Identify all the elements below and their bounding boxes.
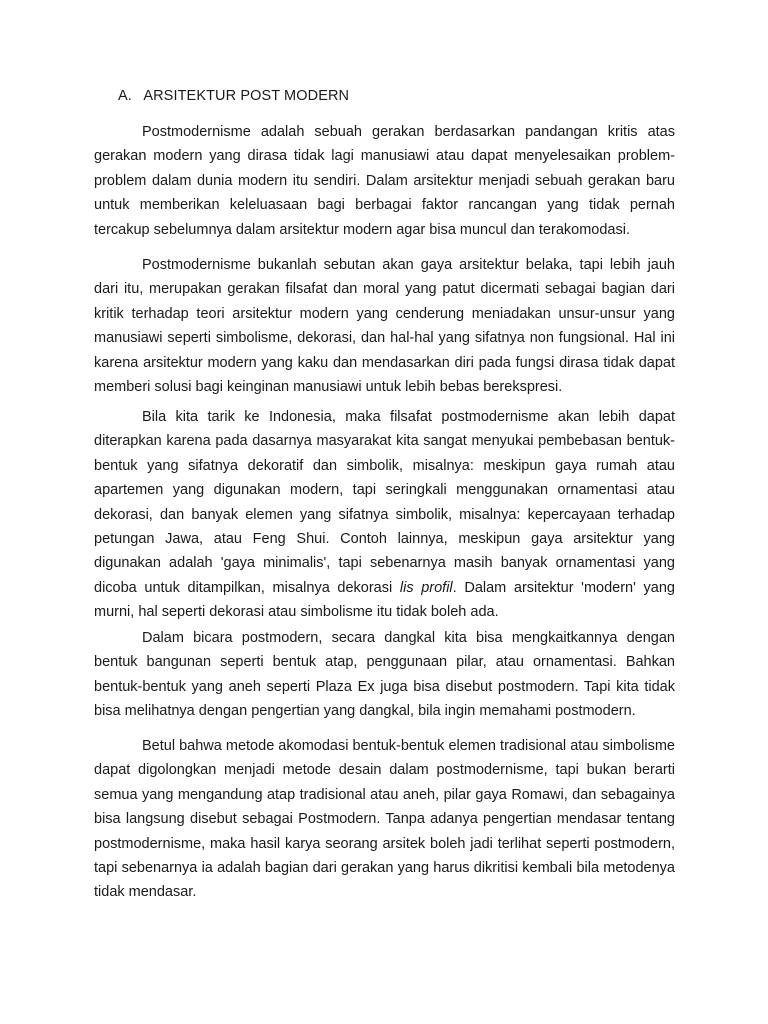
paragraph-1: Postmodernisme adalah sebuah gerakan berdasarkan pandangan kritis atas gerakan modern yang dirasa tidak lagi manusiawi atau dapat menyelesaikan problem-problem dalam dunia modern itu sendiri. Dalam arsitektur menjadi sebuah gerakan baru untuk memberikan keleluasaan bagi berbagai faktor rancangan yang tidak pernah tercakup sebelumnya dalam arsitektur modern agar bisa muncul dan terakomodasi.: [94, 124, 675, 238]
section-number: A.: [118, 88, 132, 104]
paragraph-3-text-start: Bila kita tarik ke Indonesia, maka filsafat postmodernisme akan lebih dapat diterapkan karena pada dasarnya masyarakat kita sangat menyukai pembebasan bentuk-bentuk yang sifatnya dekoratif dan simbolik, misalnya: meskipun gaya rumah atau apartemen yang digunakan modern, tapi seringkali menggunakan ornamentasi atau dekorasi, dan banyak elemen yang sifatnya simbolik, misalnya: kepercayaan terhadap petungan Jawa, atau Feng Shui. Contoh lainnya, meskipun gaya arsitektur yang digunakan adalah 'gaya minimalis', tapi sebenarnya masih banyak ornamentasi yang dicoba untuk ditampilkan, misalnya dekorasi: [94, 409, 675, 596]
paragraph-5: Betul bahwa metode akomodasi bentuk-bentuk elemen tradisional atau simbolisme dapat digolongkan menjadi metode desain dalam postmodernisme, tapi bukan berarti semua yang mengandung atap tradisional atau aneh, pilar gaya Romawi, dan sebagainya bisa langsung disebut sebagai Postmodern. Tanpa adanya pengertian mendasar tentang postmodernisme, maka hasil karya seorang arsitek boleh jadi terlihat seperti postmodern, tapi sebenarnya ia adalah bagian dari gerakan yang harus dikritisi kembali bila metodenya tidak mendasar.: [94, 738, 675, 901]
paragraph-3: [94, 405, 675, 625]
paragraph-2: Postmodernisme bukanlah sebutan akan gaya arsitektur belaka, tapi lebih jauh dari itu, merupakan gerakan filsafat dan moral yang patut dicermati sebagai bagian dari kritik terhadap teori arsitektur modern yang cenderung meniadakan unsur-unsur yang manusiawi seperti simbolisme, dekorasi, dan hal-hal yang sifatnya non fungsional. Hal ini karena arsitektur modern yang kaku dan mendasarkan diri pada fungsi dirasa tidak dapat memberi solusi bagi keinginan manusiawi untuk lebih bebas berekspresi.: [94, 257, 675, 396]
italic-term: lis profil: [399, 579, 453, 596]
paragraph-4: Dalam bicara postmodern, secara dangkal kita bisa mengkaitkannya dengan bentuk bangunan seperti bentuk atap, penggunaan pilar, atau ornamentasi. Bahkan bentuk-bentuk yang aneh seperti Plaza Ex juga bisa disebut postmodern. Tapi kita tidak bisa melihatnya dengan pengertian yang dangkal, bila ingin memahami postmodern.: [94, 630, 675, 720]
paragraph-3-text-end: . Dalam arsitektur 'modern' yang murni, hal seperti dekorasi atau simbolisme itu tidak boleh ada.: [94, 579, 675, 621]
section-title: ARSITEKTUR POST MODERN: [143, 88, 350, 104]
section-heading: [118, 86, 349, 106]
